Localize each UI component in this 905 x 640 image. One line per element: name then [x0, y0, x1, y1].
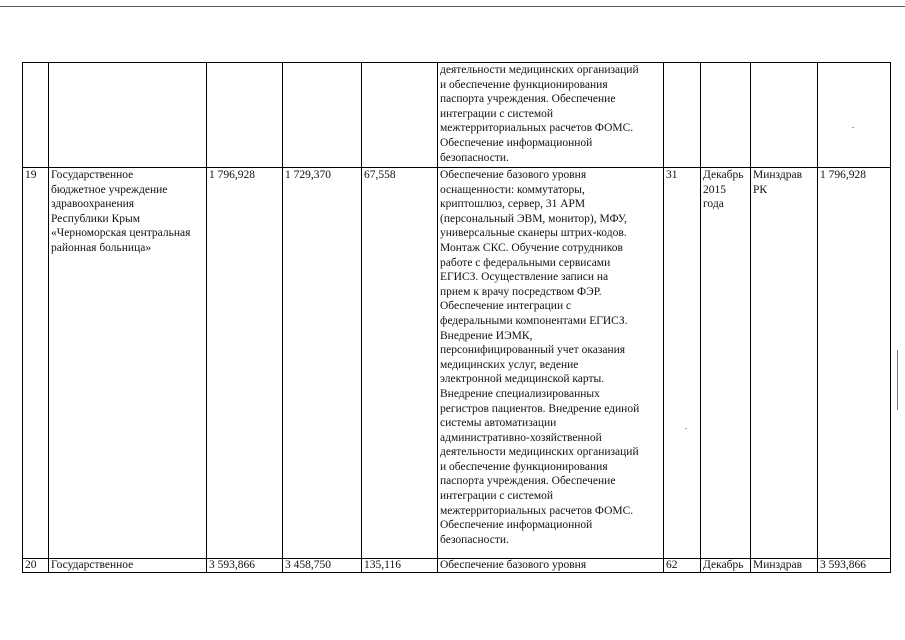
federal-funds-cell: 1 729,370	[283, 168, 362, 559]
description-line: криптошлюз, сервер, 31 АРМ	[440, 198, 586, 211]
row-number-cell: 20	[23, 559, 49, 573]
description-line: деятельности медицинских организаций	[440, 446, 639, 459]
description-line: оснащенности: коммутаторы,	[440, 183, 585, 196]
organization-line: Республики Крым	[51, 212, 140, 225]
deadline-line: 2015	[703, 183, 726, 196]
deadline-cell	[701, 559, 751, 573]
description-line: универсальные сканеры штрих-кодов.	[440, 227, 627, 240]
amount-cell: 3 593,866	[818, 559, 891, 573]
total-cost-cell: 3 593,866	[207, 559, 283, 573]
description-line: регистров пациентов. Внедрение единой	[440, 402, 640, 415]
description-line: (персональный ЭВМ, монитор), МФУ,	[440, 212, 627, 225]
description-line: интеграции с системой	[440, 490, 554, 503]
description-line: персонифицированный учет оказания	[440, 344, 626, 357]
description-line: электронной медицинской карты.	[440, 373, 605, 386]
description-line: Монтаж СКС. Обучение сотрудников	[440, 241, 623, 254]
measures-description-cell	[438, 168, 664, 559]
executor-cell	[751, 168, 818, 559]
description-line: административно-хозяйственной	[440, 431, 602, 444]
regional-funds-cell: 135,116	[362, 559, 438, 573]
description-line: Обеспечение интеграции с	[440, 300, 572, 313]
measures-description-cell	[438, 559, 664, 573]
page-top-rule	[0, 6, 905, 7]
regional-funds-cell: 67,558	[362, 168, 438, 559]
executor-cell	[751, 559, 818, 573]
organization-line: «Черноморская центральная	[51, 227, 191, 240]
description-line: безопасности.	[440, 533, 509, 546]
measures-description-cell	[438, 63, 664, 168]
amount-cell: 1 796,928	[818, 168, 891, 559]
description-line: межтерриториальных расчетов ФОМС.	[440, 504, 634, 517]
amount-cell	[818, 63, 891, 168]
description-line: Обеспечение информационной	[440, 519, 593, 532]
page-edge-mark	[897, 350, 898, 410]
total-cost-cell: 1 796,928	[207, 168, 283, 559]
description-line: медицинских услуг, ведение	[440, 358, 579, 371]
organization-line: бюджетное учреждение	[51, 183, 168, 196]
description-line: паспорта учреждения. Обеспечение	[440, 93, 616, 106]
table-row	[23, 559, 891, 573]
workstation-count-cell: 62	[664, 559, 701, 573]
organization-cell	[49, 63, 207, 168]
description-line: ЕГИСЗ. Осуществление записи на	[440, 271, 609, 284]
description-line: Внедрение специализированных	[440, 387, 600, 400]
description-line: и обеспечение функционирования	[440, 78, 608, 91]
workstation-count-cell	[664, 63, 701, 168]
deadline-line: года	[703, 198, 724, 211]
row-number-cell: 19	[23, 168, 49, 559]
organization-line: Государственное	[51, 559, 134, 571]
table-row	[23, 63, 891, 168]
deadline-cell	[701, 63, 751, 168]
table-row	[23, 168, 891, 559]
total-cost-cell	[207, 63, 283, 168]
organization-line: здравоохранения	[51, 198, 135, 211]
organization-cell	[49, 168, 207, 559]
description-line: безопасности.	[440, 151, 509, 164]
description-line: Обеспечение информационной	[440, 136, 593, 149]
description-line: и обеспечение функционирования	[440, 460, 608, 473]
description-line: Обеспечение базового уровня	[440, 559, 587, 571]
executor-line: РК	[753, 183, 768, 196]
description-line: федеральными компонентами ЕГИСЗ.	[440, 314, 628, 327]
description-line: работе с федеральными сервисами	[440, 256, 611, 269]
description-line: прием к врачу посредством ФЭР.	[440, 285, 602, 298]
description-line: интеграции с системой	[440, 107, 554, 120]
regional-funds-cell	[362, 63, 438, 168]
executor-line: Минздрав	[753, 169, 803, 181]
deadline-line: Декабрь	[703, 559, 744, 571]
federal-funds-cell: 3 458,750	[283, 559, 362, 573]
description-line: Обеспечение базового уровня	[440, 169, 587, 181]
description-line: Внедрение ИЭМК,	[440, 329, 533, 342]
deadline-line: Декабрь	[703, 169, 744, 181]
workstation-count-cell: 31	[664, 168, 701, 559]
organization-line: районная больница»	[51, 241, 152, 254]
executor-cell	[751, 63, 818, 168]
row-number-cell	[23, 63, 49, 168]
funding-table	[22, 62, 891, 573]
organization-cell	[49, 559, 207, 573]
federal-funds-cell	[283, 63, 362, 168]
deadline-cell	[701, 168, 751, 559]
organization-line: Государственное	[51, 169, 134, 181]
description-line: межтерриториальных расчетов ФОМС.	[440, 122, 634, 135]
description-line: системы автоматизации	[440, 417, 557, 430]
description-line: деятельности медицинских организаций	[440, 64, 639, 76]
description-line: паспорта учреждения. Обеспечение	[440, 475, 616, 488]
executor-line: Минздрав	[753, 559, 803, 571]
